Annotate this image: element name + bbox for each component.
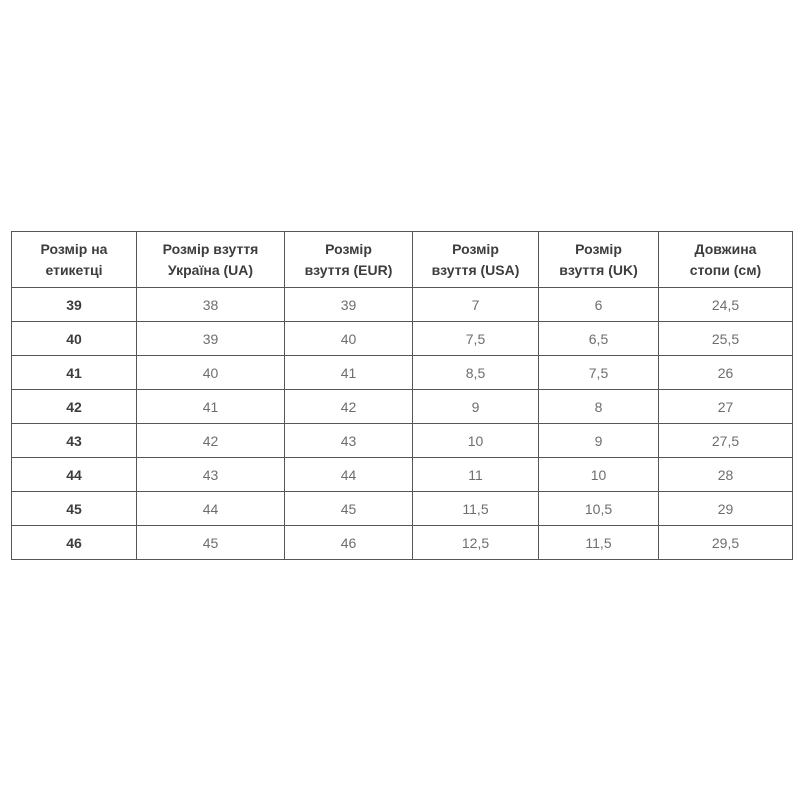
cell-usa-size: 8,5 (413, 356, 539, 390)
header-line: Розмір (452, 240, 499, 257)
table-row (12, 288, 793, 322)
cell-foot-length: 25,5 (659, 322, 793, 356)
cell-ua-size: 38 (137, 288, 285, 322)
cell-eur-size: 44 (285, 458, 413, 492)
cell-eur-size: 45 (285, 492, 413, 526)
cell-eur-size: 39 (285, 288, 413, 322)
cell-uk-size: 10 (539, 458, 659, 492)
cell-label-size: 40 (12, 322, 137, 356)
table-row (12, 390, 793, 424)
header-line: Розмір на (40, 240, 108, 257)
header-line: етикетці (45, 261, 103, 278)
cell-uk-size: 7,5 (539, 356, 659, 390)
header-row (12, 232, 793, 288)
cell-label-size: 43 (12, 424, 137, 458)
header-foot-length (659, 232, 793, 288)
cell-uk-size: 9 (539, 424, 659, 458)
cell-foot-length: 24,5 (659, 288, 793, 322)
cell-eur-size: 41 (285, 356, 413, 390)
header-eur-size (285, 232, 413, 288)
table-row (12, 356, 793, 390)
cell-ua-size: 39 (137, 322, 285, 356)
cell-label-size: 42 (12, 390, 137, 424)
cell-label-size: 46 (12, 526, 137, 560)
table-row (12, 492, 793, 526)
cell-uk-size: 6,5 (539, 322, 659, 356)
cell-eur-size: 46 (285, 526, 413, 560)
header-label-size (12, 232, 137, 288)
header-line: взуття (UK) (559, 261, 638, 278)
cell-ua-size: 45 (137, 526, 285, 560)
cell-uk-size: 11,5 (539, 526, 659, 560)
cell-usa-size: 12,5 (413, 526, 539, 560)
cell-usa-size: 9 (413, 390, 539, 424)
cell-uk-size: 8 (539, 390, 659, 424)
header-line: взуття (EUR) (304, 261, 393, 278)
cell-label-size: 39 (12, 288, 137, 322)
cell-foot-length: 29 (659, 492, 793, 526)
header-line: Довжина (694, 240, 757, 257)
cell-foot-length: 26 (659, 356, 793, 390)
cell-label-size: 41 (12, 356, 137, 390)
cell-eur-size: 43 (285, 424, 413, 458)
header-line: взуття (USA) (431, 261, 520, 278)
cell-foot-length: 28 (659, 458, 793, 492)
cell-foot-length: 27,5 (659, 424, 793, 458)
header-ua-size (137, 232, 285, 288)
header-line: Розмір (575, 240, 622, 257)
cell-usa-size: 10 (413, 424, 539, 458)
cell-ua-size: 42 (137, 424, 285, 458)
cell-foot-length: 29,5 (659, 526, 793, 560)
header-line: Розмір (325, 240, 372, 257)
header-line: стопи (см) (689, 261, 762, 278)
header-usa-size (413, 232, 539, 288)
cell-label-size: 44 (12, 458, 137, 492)
cell-foot-length: 27 (659, 390, 793, 424)
header-line: Україна (UA) (167, 261, 254, 278)
cell-uk-size: 6 (539, 288, 659, 322)
shoe-size-conversion-table (11, 231, 793, 560)
header-line: Розмір взуття (162, 240, 259, 257)
cell-ua-size: 44 (137, 492, 285, 526)
cell-usa-size: 7,5 (413, 322, 539, 356)
cell-uk-size: 10,5 (539, 492, 659, 526)
table-row (12, 322, 793, 356)
cell-eur-size: 42 (285, 390, 413, 424)
cell-usa-size: 11 (413, 458, 539, 492)
cell-ua-size: 43 (137, 458, 285, 492)
cell-ua-size: 40 (137, 356, 285, 390)
table-row (12, 526, 793, 560)
header-uk-size (539, 232, 659, 288)
table-row (12, 424, 793, 458)
table-row (12, 458, 793, 492)
cell-eur-size: 40 (285, 322, 413, 356)
cell-ua-size: 41 (137, 390, 285, 424)
cell-usa-size: 7 (413, 288, 539, 322)
cell-label-size: 45 (12, 492, 137, 526)
cell-usa-size: 11,5 (413, 492, 539, 526)
